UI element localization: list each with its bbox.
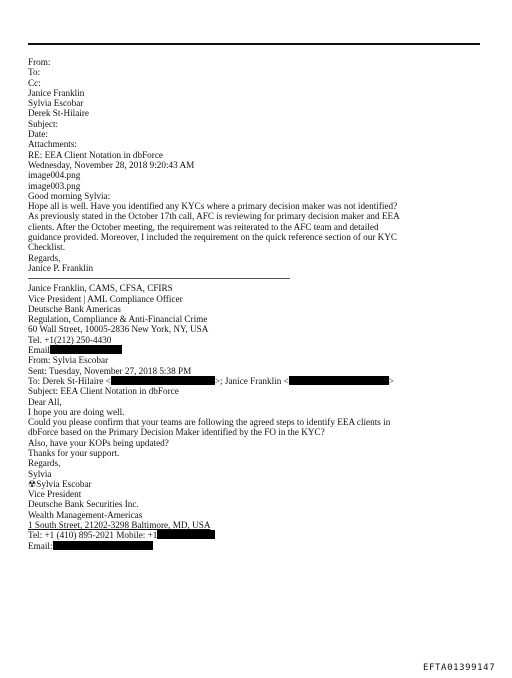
redaction-block — [53, 541, 153, 550]
signature-email-row — [28, 345, 488, 355]
forward-signoff: Sylvia — [28, 468, 52, 479]
attachments-label: Attachments: — [28, 139, 77, 150]
email-label: Email — [28, 345, 50, 356]
forward-greeting: Dear All, — [28, 396, 62, 407]
forward-to-mid: >; Janice Franklin < — [214, 375, 289, 386]
signature-tel: Tel: +1 (410) 895-2021 Mobile: +1 — [28, 530, 158, 541]
forward-body-line: Could you please confirm that your teams are following the agreed steps to identify EEA clients in — [28, 417, 391, 428]
forward-subject: Subject: EEA Client Notation in dbForce — [28, 386, 179, 397]
email-document — [28, 57, 488, 551]
reply-signoff: Janice P. Franklin — [28, 262, 94, 273]
recipient-name: Sylvia Escobar — [28, 98, 84, 109]
signature-email-row — [28, 541, 488, 551]
signature-tel: Tel. +1(212) 250-4430 — [28, 334, 112, 345]
signature-division: Wealth Management-Americas — [28, 509, 143, 520]
signature-divider — [28, 278, 290, 279]
reply-body-line: Checklist. — [28, 242, 66, 253]
top-rule — [28, 43, 480, 45]
from-label: From: — [28, 57, 51, 67]
signature-title: Vice President — [28, 489, 82, 500]
attachment-file[interactable]: image004.png — [28, 170, 81, 181]
signature-department: Regulation, Compliance & Anti-Financial Crime — [28, 314, 208, 325]
forward-closing: Regards, — [28, 458, 61, 469]
forward-body-line: I hope you are doing well. — [28, 406, 125, 417]
reply-body-line: Hope all is well. Have you identified any KYCs where a primary decision maker was not identified? — [28, 201, 398, 212]
forward-from: From: Sylvia Escobar — [28, 355, 109, 366]
email-label: Email: — [28, 540, 53, 551]
attachment-file[interactable]: image003.png — [28, 180, 81, 191]
signature-company: Deutsche Bank Americas — [28, 303, 121, 314]
reply-body-line: clients. After the October meeting, the requirement was reiterated to the AFC team and detailed — [28, 221, 379, 232]
subject-value: RE: EEA Client Notation in dbForce — [28, 149, 163, 160]
reply-body-line: As previously stated in the October 17th call, AFC is reviewing for primary decision maker and EEA — [28, 211, 400, 222]
signature-name: ☢Sylvia Escobar — [28, 478, 92, 489]
forward-sent: Sent: Tuesday, November 27, 2018 5:38 PM — [28, 365, 192, 376]
redaction-block — [111, 376, 215, 385]
signature-address: 1 South Street, 21202-3298 Baltimore, MD, USA — [28, 520, 211, 531]
to-label: To: — [28, 67, 41, 78]
signature-tel-row — [28, 530, 488, 540]
forward-to-row — [28, 376, 488, 386]
redaction-block — [289, 376, 389, 385]
redaction-block — [157, 530, 215, 539]
forward-body-line: Thanks for your support. — [28, 447, 120, 458]
forward-body-line: dbForce based on the Primary Decision Maker identified by the FO in the KYC? — [28, 427, 325, 438]
signature-name: Janice Franklin, CAMS, CFSA, CFIRS — [28, 283, 173, 294]
signature-company: Deutsche Bank Securities Inc. — [28, 499, 139, 510]
recipient-name: Derek St-Hilaire — [28, 108, 89, 119]
subject-label: Subject: — [28, 118, 59, 129]
reply-closing: Regards, — [28, 252, 61, 263]
signature-address: 60 Wall Street, 10005-2836 New York, NY, USA — [28, 324, 209, 335]
signature-title: Vice President | AML Compliance Officer — [28, 293, 183, 304]
date-value: Wednesday, November 28, 2018 9:20:43 AM — [28, 159, 195, 170]
forward-to-prefix: To: Derek St-Hilaire < — [28, 375, 111, 386]
reply-greeting: Good morning Sylvia: — [28, 190, 111, 201]
forward-body-line: Also, have your KOPs being updated? — [28, 437, 169, 448]
reply-body-line: guidance provided. Moreover, I included the requirement on the quick reference section of our KYC — [28, 232, 398, 243]
recipient-name: Janice Franklin — [28, 87, 85, 98]
cc-label: Cc: — [28, 77, 41, 88]
redaction-block — [50, 345, 122, 354]
date-label: Date: — [28, 129, 48, 140]
forward-to-suffix: > — [388, 375, 394, 386]
document-id: EFTA01399147 — [423, 663, 496, 673]
